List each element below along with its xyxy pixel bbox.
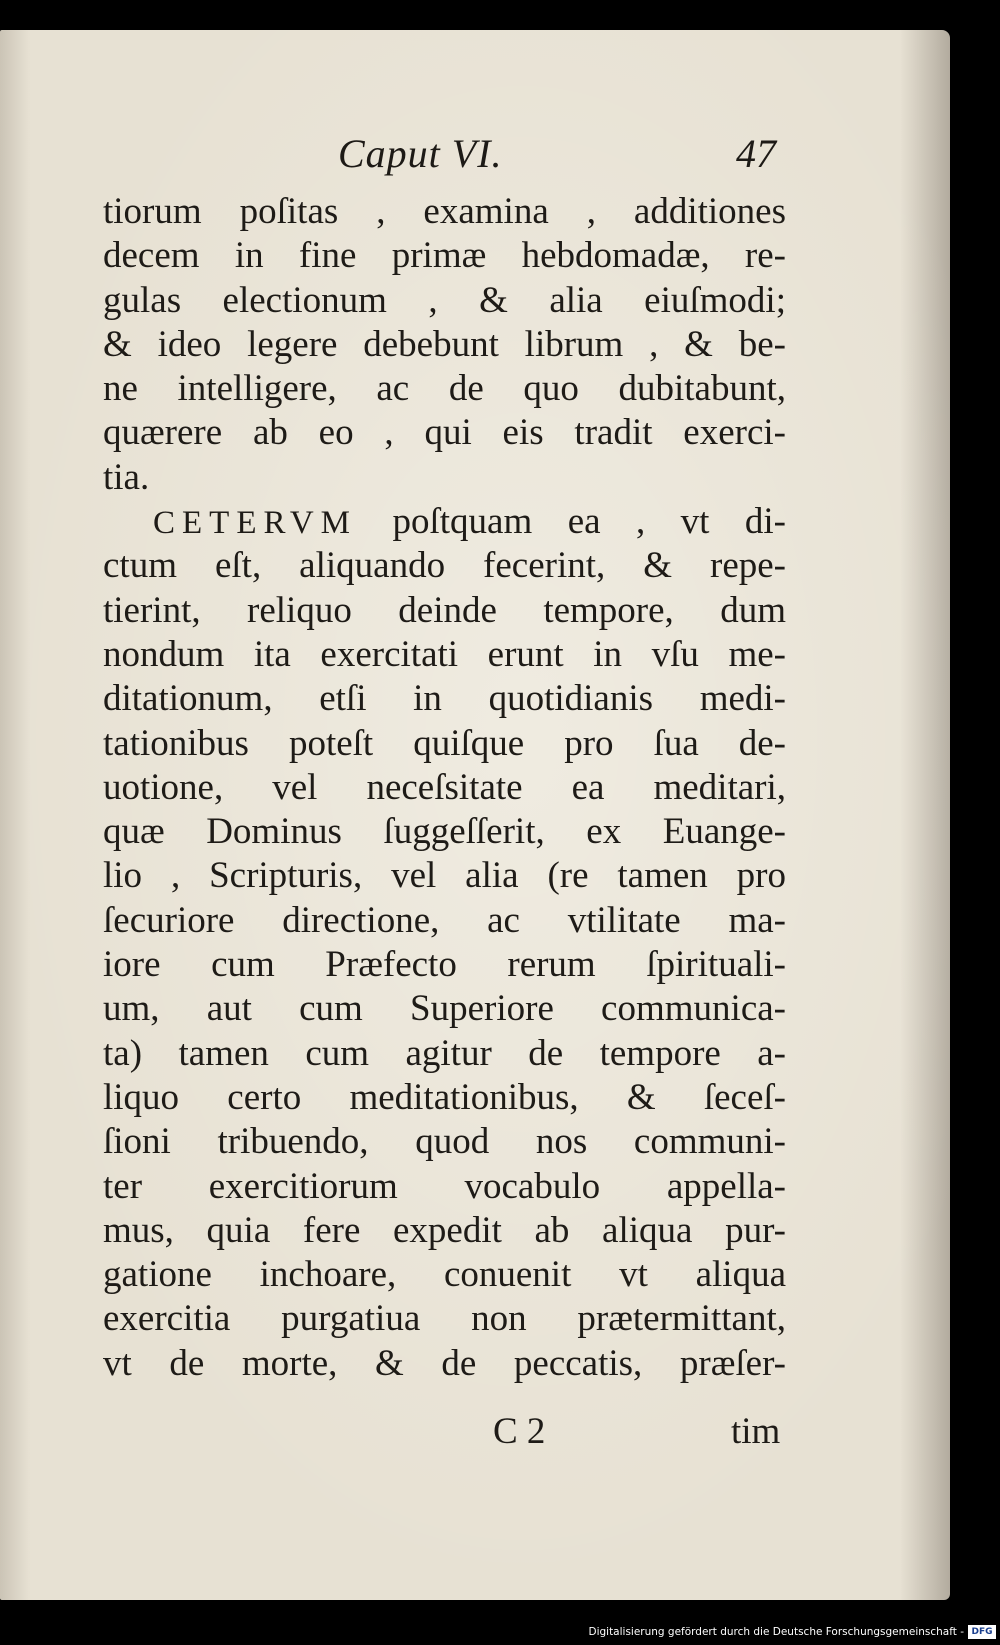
page-number: 47 [736,131,776,176]
catchword: tim [731,1411,781,1452]
book-page [0,30,950,1600]
text-line: um, aut cum Superiore communica- [103,988,786,1030]
text-line: uotione, vel neceſsitate ea meditari, [103,766,786,808]
paragraph-lead-word: CETERVM [153,505,358,542]
text-line: gulas electionum , & alia eiuſmodi; [103,279,786,321]
running-title: Caput VI. [338,131,503,176]
text-line: gatione inchoare, conuenit vt aliqua [103,1254,786,1296]
text-line: exercitia purgatiua non prætermittant, [103,1298,786,1340]
text-line: tierint, reliquo deinde tempore, dum [103,589,786,631]
text-line: quærere ab eo , qui eis tradit exerci- [103,412,786,454]
text-line: tiorum poſitas , examina , additiones [103,191,786,232]
paragraph-opening-line [103,500,786,544]
page-header [0,130,950,180]
digitization-credit-bar [0,1622,1000,1645]
text-line: mus, quia fere expedit ab aliqua pur- [103,1209,786,1251]
text-line: ta) tamen cum agitur de tempore a- [103,1032,786,1074]
paragraph-opening-text: poſtquam ea , vt di- [392,501,786,543]
text-line: liquo certo meditationibus, & ſeceſ- [103,1076,786,1118]
text-line: ctum eſt, aliquando fecerint, & repe- [103,545,786,587]
text-line: ne intelligere, ac de quo dubitabunt, [103,368,786,410]
signature-mark: C 2 [493,1411,546,1452]
credit-text: Digitalisierung gefördert durch die Deutsche Forschungsgemeinschaft - [588,1626,964,1638]
text-line: ditationum, etſi in quotidianis medi- [103,678,786,720]
text-line: & ideo legere debebunt librum , & be- [103,323,786,365]
text-line: quæ Dominus ſuggeſſerit, ex Euange- [103,811,786,853]
text-line: nondum ita exercitati erunt in vſu me- [103,633,786,675]
text-line: lio , Scripturis, vel alia (re tamen pro [103,855,786,897]
text-line: ter exercitiorum vocabulo appella- [103,1165,786,1207]
text-line: ſioni tribuendo, quod nos communi- [103,1121,786,1163]
body-text [103,190,786,1386]
text-line: decem in fine primæ hebdomadæ, re- [103,235,786,277]
text-line: ſecuriore directione, ac vtilitate ma- [103,899,786,941]
page-footer [0,1410,950,1460]
text-line: tationibus poteſt quiſque pro ſua de- [103,722,786,764]
text-line: vt de morte, & de peccatis, præſer- [103,1342,786,1384]
text-line: tia. [103,456,150,498]
dfg-logo: DFG [968,1625,996,1639]
text-line: iore cum Præfecto rerum ſpirituali- [103,944,786,986]
